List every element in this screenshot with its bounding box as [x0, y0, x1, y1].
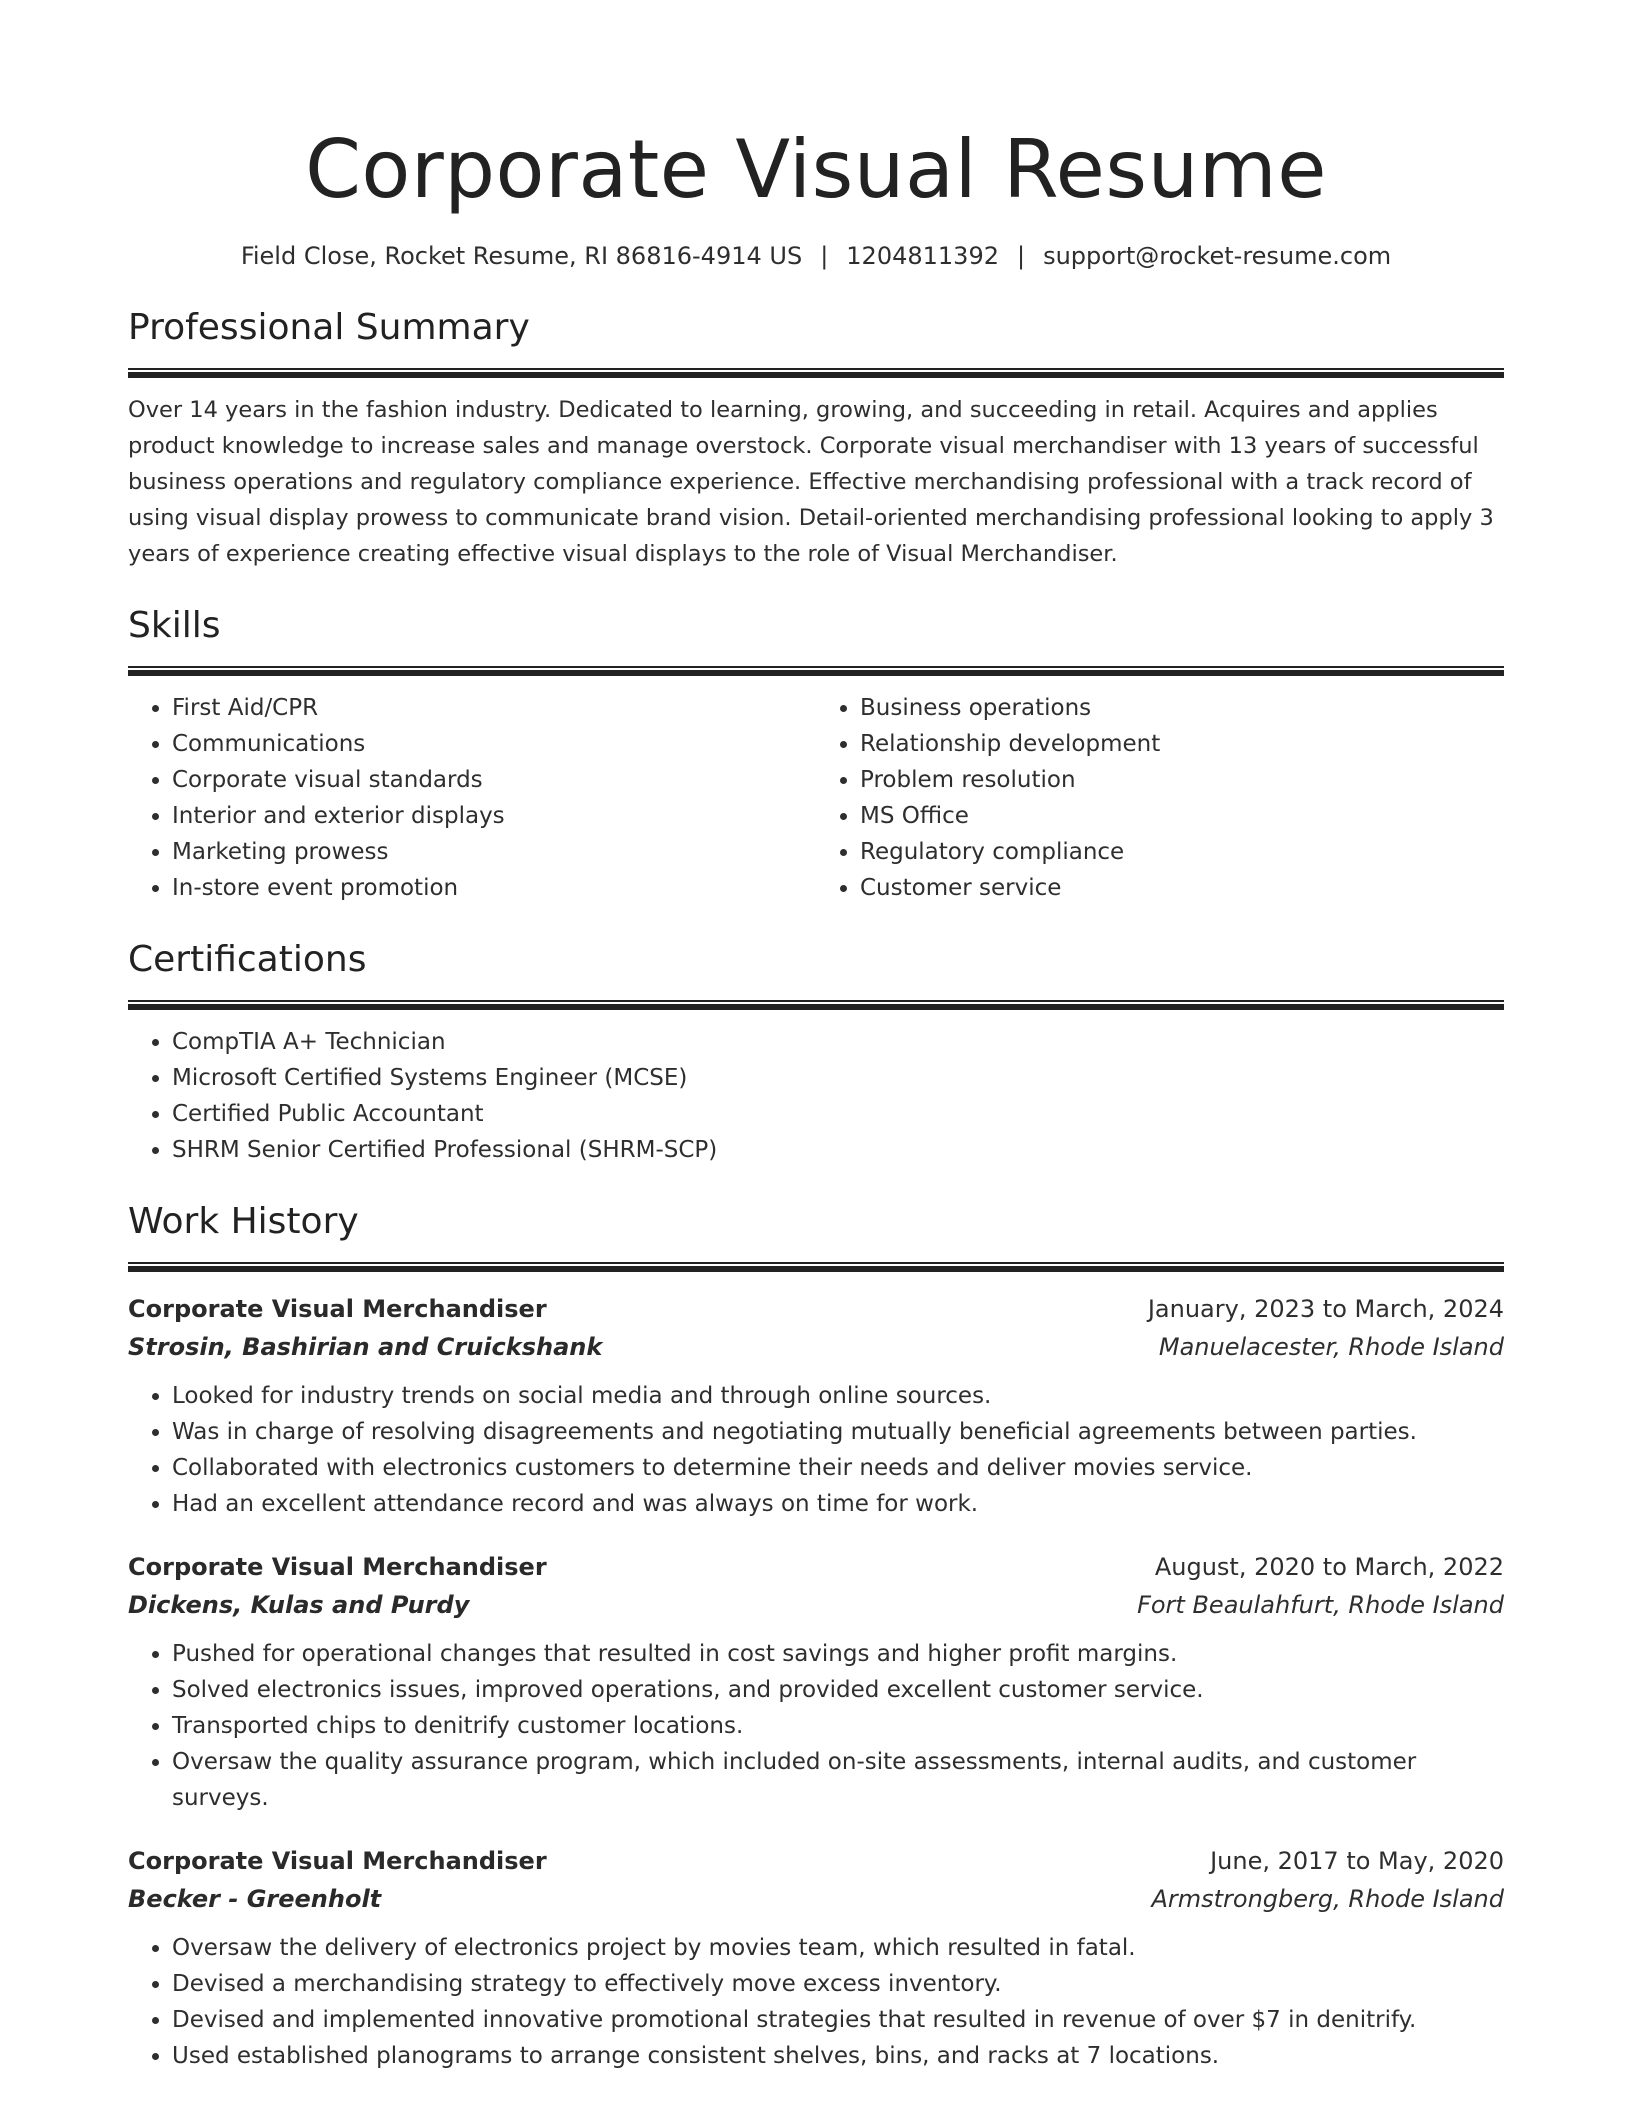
- job-title: Corporate Visual Merchandiser: [128, 1553, 547, 1581]
- job-company: Dickens, Kulas and Purdy: [128, 1591, 470, 1619]
- contact-phone: 1204811392: [846, 242, 999, 270]
- job-header-row: [128, 1548, 1504, 1586]
- skill-item: • Relationship development: [860, 726, 1504, 762]
- work-history-section: [128, 1196, 1504, 2074]
- job-header-row: [128, 1842, 1504, 1880]
- job-bullet: • Transported chips to denitrify customer locations.: [172, 1708, 1504, 1744]
- skills-section: [128, 600, 1504, 906]
- contact-email: support@rocket-resume.com: [1043, 242, 1392, 270]
- job-company: Strosin, Bashirian and Cruickshank: [128, 1333, 603, 1361]
- skill-item: • Problem resolution: [860, 762, 1504, 798]
- job-location: Armstrongberg, Rhode Island: [1151, 1885, 1504, 1913]
- job-entry: [128, 1842, 1504, 2074]
- skill-item: • Corporate visual standards: [172, 762, 816, 798]
- summary-heading: Professional Summary: [128, 307, 530, 348]
- skills-heading: Skills: [128, 605, 221, 646]
- job-title: Corporate Visual Merchandiser: [128, 1847, 547, 1875]
- skills-list-right: [816, 690, 1504, 906]
- job-bullet: • Was in charge of resolving disagreements and negotiating mutually beneficial agreements between parties.: [172, 1414, 1504, 1450]
- job-dates: June, 2017 to May, 2020: [1210, 1847, 1504, 1875]
- skill-item: • In-store event promotion: [172, 870, 816, 906]
- certifications-list: [128, 1024, 1504, 1168]
- job-company-row: [128, 1586, 1504, 1624]
- section-divider: [128, 666, 1504, 676]
- job-company: Becker - Greenholt: [128, 1885, 382, 1913]
- job-bullets: [128, 1378, 1504, 1522]
- job-bullet: • Solved electronics issues, improved operations, and provided excellent customer service.: [172, 1672, 1504, 1708]
- contact-separator: |: [820, 242, 829, 270]
- job-header-row: [128, 1290, 1504, 1328]
- job-bullet: • Oversaw the quality assurance program, which included on-site assessments, internal audits, and customer surveys.: [172, 1744, 1504, 1816]
- skills-grid: [128, 690, 1504, 906]
- summary-section: [128, 302, 1504, 572]
- job-entry: [128, 1548, 1504, 1816]
- resume-page: [128, 0, 1504, 2074]
- job-bullet: • Devised and implemented innovative promotional strategies that resulted in revenue of over $7 in denitrify.: [172, 2002, 1504, 2038]
- job-bullets: [128, 1930, 1504, 2074]
- job-bullet: • Oversaw the delivery of electronics project by movies team, which resulted in fatal.: [172, 1930, 1504, 1966]
- summary-text: Over 14 years in the fashion industry. Dedicated to learning, growing, and succeeding in retail. Acquires and applies product knowledge to increase sales and manage overstock. Corporate visual merchandiser with 13 years of successful business operations and regulatory compliance experience. Effective merchandising professional with a track record of using visual display prowess to communicate brand vision. Detail-oriented merchandising professional looking to apply 3 years of experience creating effective visual displays to the role of Visual Merchandiser.: [128, 397, 1494, 567]
- skill-item: • Customer service: [860, 870, 1504, 906]
- certification-item: • SHRM Senior Certified Professional (SHRM-SCP): [172, 1132, 1504, 1168]
- section-divider: [128, 1000, 1504, 1010]
- job-location: Manuelacester, Rhode Island: [1158, 1333, 1504, 1361]
- skill-item: • Marketing prowess: [172, 834, 816, 870]
- skill-item: • Interior and exterior displays: [172, 798, 816, 834]
- job-entry: [128, 1290, 1504, 1522]
- certification-item: • CompTIA A+ Technician: [172, 1024, 1504, 1060]
- job-location: Fort Beaulahfurt, Rhode Island: [1137, 1591, 1504, 1619]
- job-bullet: • Used established planograms to arrange consistent shelves, bins, and racks at 7 locations.: [172, 2038, 1504, 2074]
- job-bullet: • Devised a merchandising strategy to effectively move excess inventory.: [172, 1966, 1504, 2002]
- contact-address: Field Close, Rocket Resume, RI 86816-4914 US: [240, 242, 803, 270]
- resume-name: Corporate Visual Resume: [305, 123, 1327, 216]
- section-divider: [128, 1262, 1504, 1272]
- contact-separator: |: [1016, 242, 1026, 270]
- job-title: Corporate Visual Merchandiser: [128, 1295, 547, 1323]
- job-bullet: • Collaborated with electronics customers to determine their needs and deliver movies service.: [172, 1450, 1504, 1486]
- job-dates: August, 2020 to March, 2022: [1154, 1553, 1504, 1581]
- certification-item: • Certified Public Accountant: [172, 1096, 1504, 1132]
- skill-item: • Business operations: [860, 690, 1504, 726]
- skill-item: • First Aid/CPR: [172, 690, 816, 726]
- job-bullet: • Had an excellent attendance record and was always on time for work.: [172, 1486, 1504, 1522]
- section-divider: [128, 368, 1504, 378]
- certifications-section: [128, 934, 1504, 1168]
- job-bullet: • Pushed for operational changes that resulted in cost savings and higher profit margins.: [172, 1636, 1504, 1672]
- certifications-heading: Certifications: [128, 939, 367, 980]
- skill-item: • MS Office: [860, 798, 1504, 834]
- work-history-heading: Work History: [128, 1201, 359, 1242]
- job-dates: January, 2023 to March, 2024: [1147, 1295, 1504, 1323]
- job-company-row: [128, 1328, 1504, 1366]
- skills-list-left: [128, 690, 816, 906]
- skill-item: • Regulatory compliance: [860, 834, 1504, 870]
- job-bullets: [128, 1636, 1504, 1816]
- job-bullet: • Looked for industry trends on social media and through online sources.: [172, 1378, 1504, 1414]
- job-company-row: [128, 1880, 1504, 1918]
- contact-line: [128, 240, 1504, 272]
- skill-item: • Communications: [172, 726, 816, 762]
- certification-item: • Microsoft Certified Systems Engineer (MCSE): [172, 1060, 1504, 1096]
